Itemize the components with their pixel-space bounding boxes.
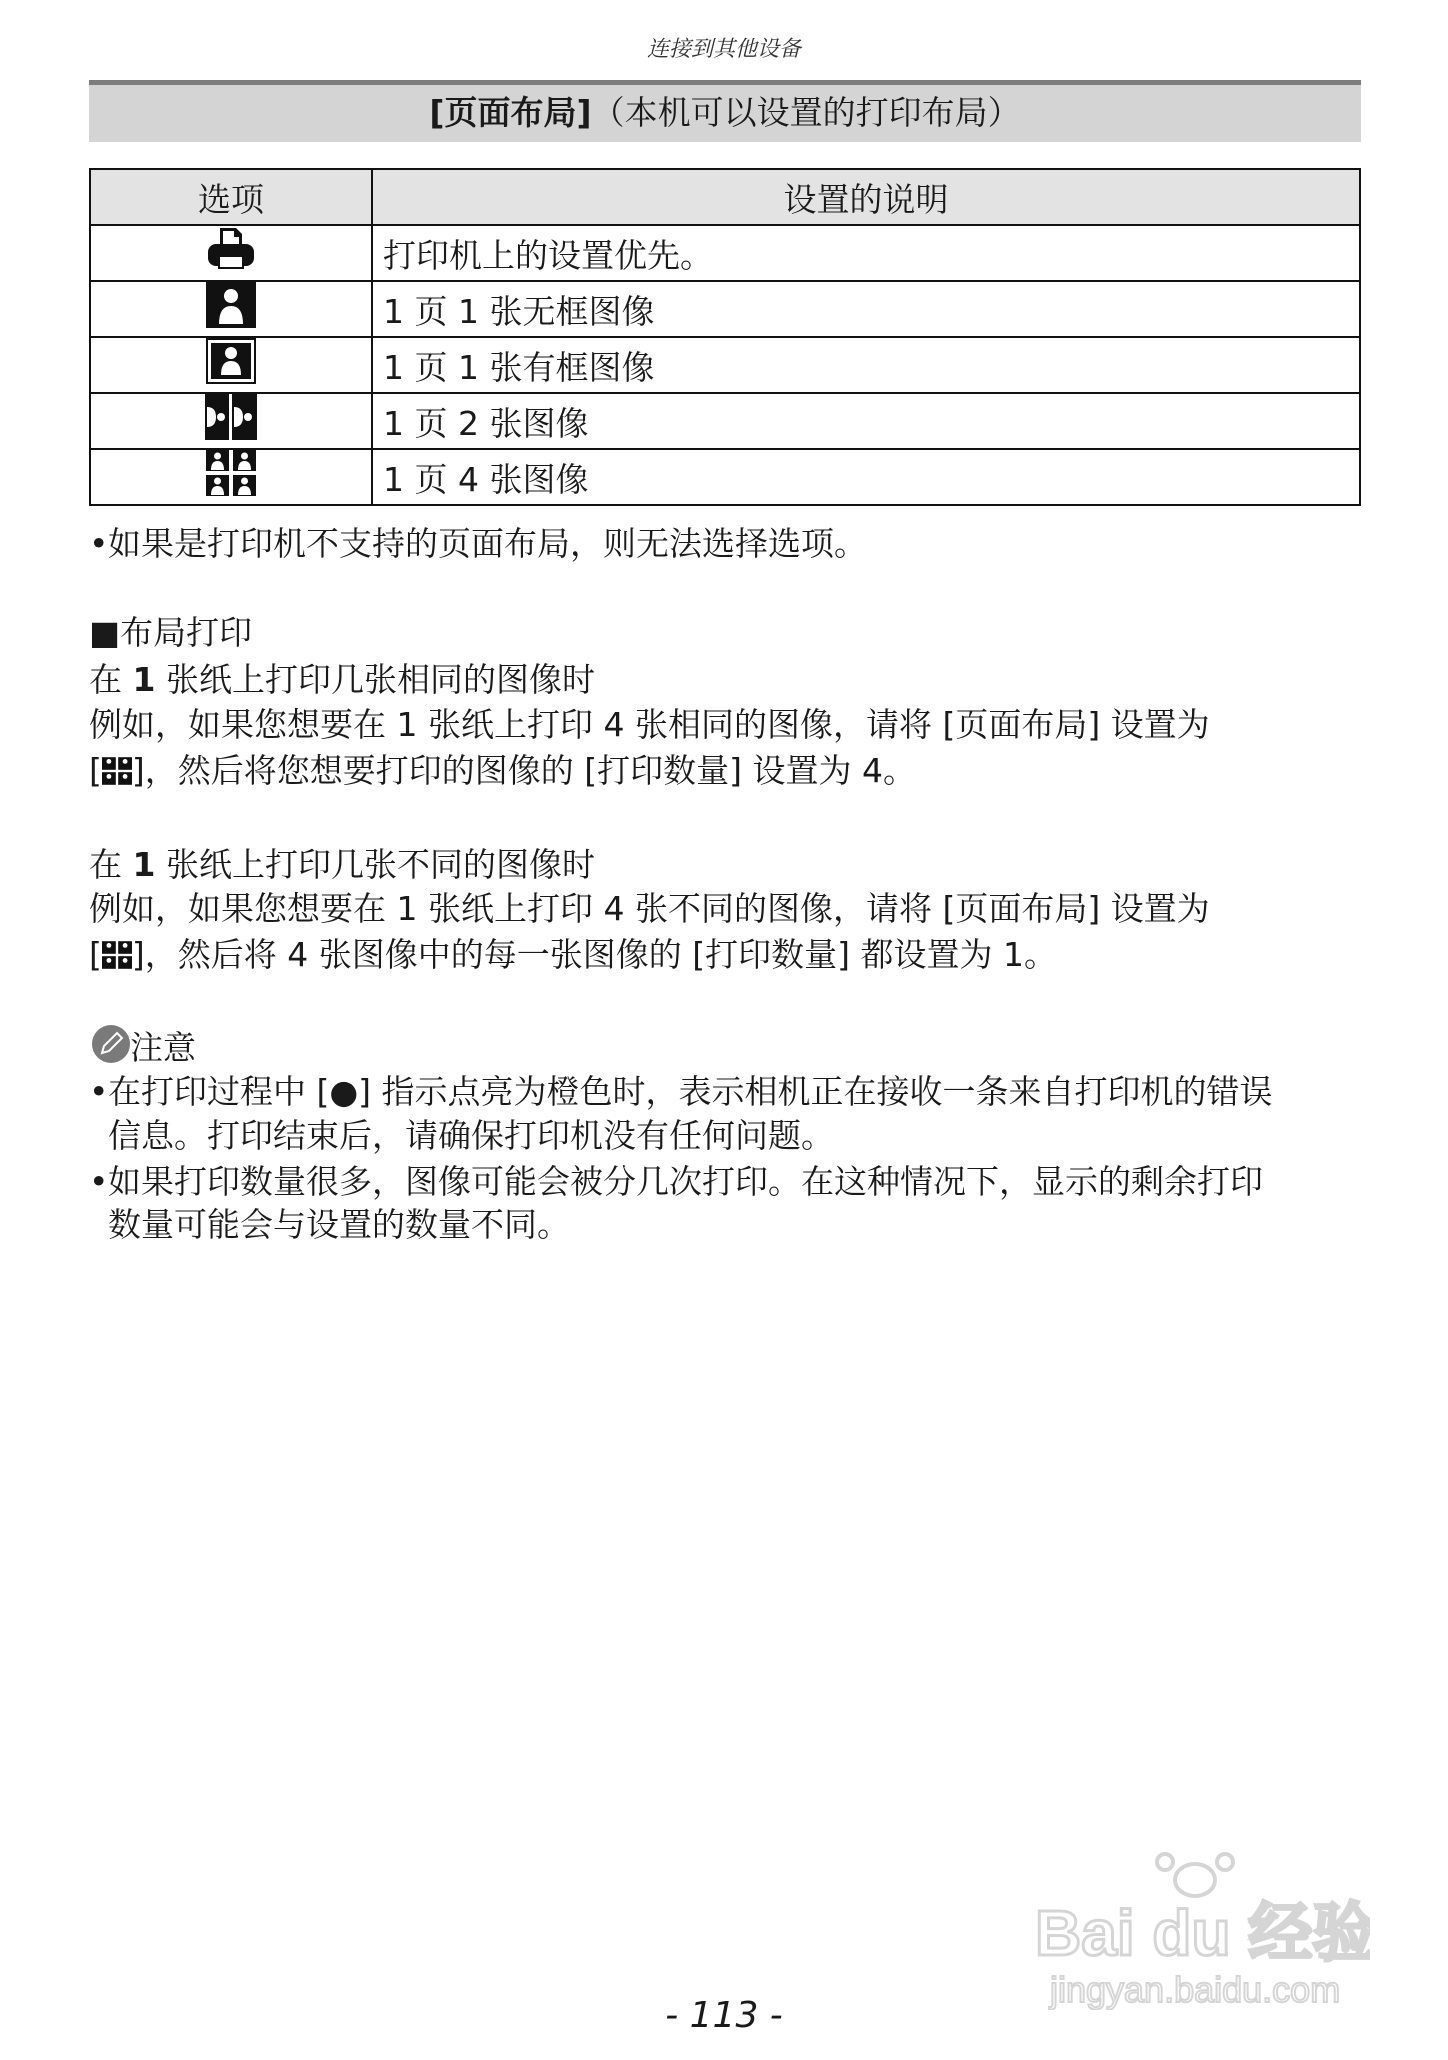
different-images-title: 在 1 张纸上打印几张不同的图像时	[89, 845, 595, 884]
note-item-continuation: 信息。打印结束后，请确保打印机没有任何问题。	[108, 1116, 834, 1155]
notes-heading: 注意	[92, 1022, 196, 1069]
page-number: - 113 -	[665, 1995, 783, 2036]
header-description: 设置的说明	[372, 169, 1360, 225]
row-description: 1 页 1 张有框图像	[372, 337, 1360, 393]
bordered-single-icon	[206, 338, 256, 384]
section-title: [页面布局]	[429, 93, 592, 132]
section-title-bar	[89, 80, 1361, 142]
table-header-row	[90, 169, 1360, 225]
table-row	[90, 225, 1360, 281]
layout-print-heading: ■布局打印	[89, 613, 253, 652]
same-images-title: 在 1 张纸上打印几张相同的图像时	[89, 660, 595, 699]
printer-icon	[206, 226, 256, 272]
table-row	[90, 337, 1360, 393]
section-subtitle: （本机可以设置的打印布局）	[591, 93, 1021, 132]
different-images-line1: 例如，如果您想要在 1 张纸上打印 4 张不同的图像，请将 [页面布局] 设置为	[89, 889, 1210, 928]
svg-text:Bai du 经验: Bai du 经验	[1035, 1897, 1370, 1969]
svg-text:jingyan.baidu.com: jingyan.baidu.com	[1050, 1969, 1341, 2010]
layout-options-table	[89, 168, 1361, 506]
header-option: 选项	[90, 169, 372, 225]
different-images-line2: [ ]，然后将 4 张图像中的每一张图像的 [打印数量] 都设置为 1。	[89, 935, 1057, 974]
same-images-line1: 例如，如果您想要在 1 张纸上打印 4 张相同的图像，请将 [页面布局] 设置为	[89, 705, 1210, 744]
table-row	[90, 449, 1360, 505]
four-up-icon	[102, 940, 132, 970]
pencil-note-icon	[92, 1025, 130, 1063]
note-item: •在打印过程中 [●] 指示点亮为橙色时，表示相机正在接收一条来自打印机的错误	[89, 1072, 1273, 1111]
row-description: 打印机上的设置优先。	[372, 225, 1360, 281]
note-item: •如果打印数量很多，图像可能会被分几次打印。在这种情况下，显示的剩余打印	[89, 1162, 1263, 1201]
baidu-watermark	[1030, 1840, 1370, 2010]
table-row	[90, 281, 1360, 337]
indicator-dot-icon: ●	[329, 1072, 359, 1111]
row-description: 1 页 2 张图像	[372, 393, 1360, 449]
four-up-icon	[206, 450, 256, 496]
row-description: 1 页 1 张无框图像	[372, 281, 1360, 337]
four-up-icon	[102, 756, 132, 786]
table-note-text: 如果是打印机不支持的页面布局，则无法选择选项。	[108, 524, 867, 563]
running-head: 连接到其他设备	[646, 37, 801, 62]
same-images-line2: [ ]，然后将您想要打印的图像的 [打印数量] 设置为 4。	[89, 751, 916, 790]
note-item-continuation: 数量可能会与设置的数量不同。	[108, 1205, 570, 1244]
two-up-icon	[205, 394, 257, 440]
table-row	[90, 393, 1360, 449]
borderless-single-icon	[206, 282, 256, 328]
row-description: 1 页 4 张图像	[372, 449, 1360, 505]
table-note: •如果是打印机不支持的页面布局，则无法选择选项。	[89, 524, 867, 563]
